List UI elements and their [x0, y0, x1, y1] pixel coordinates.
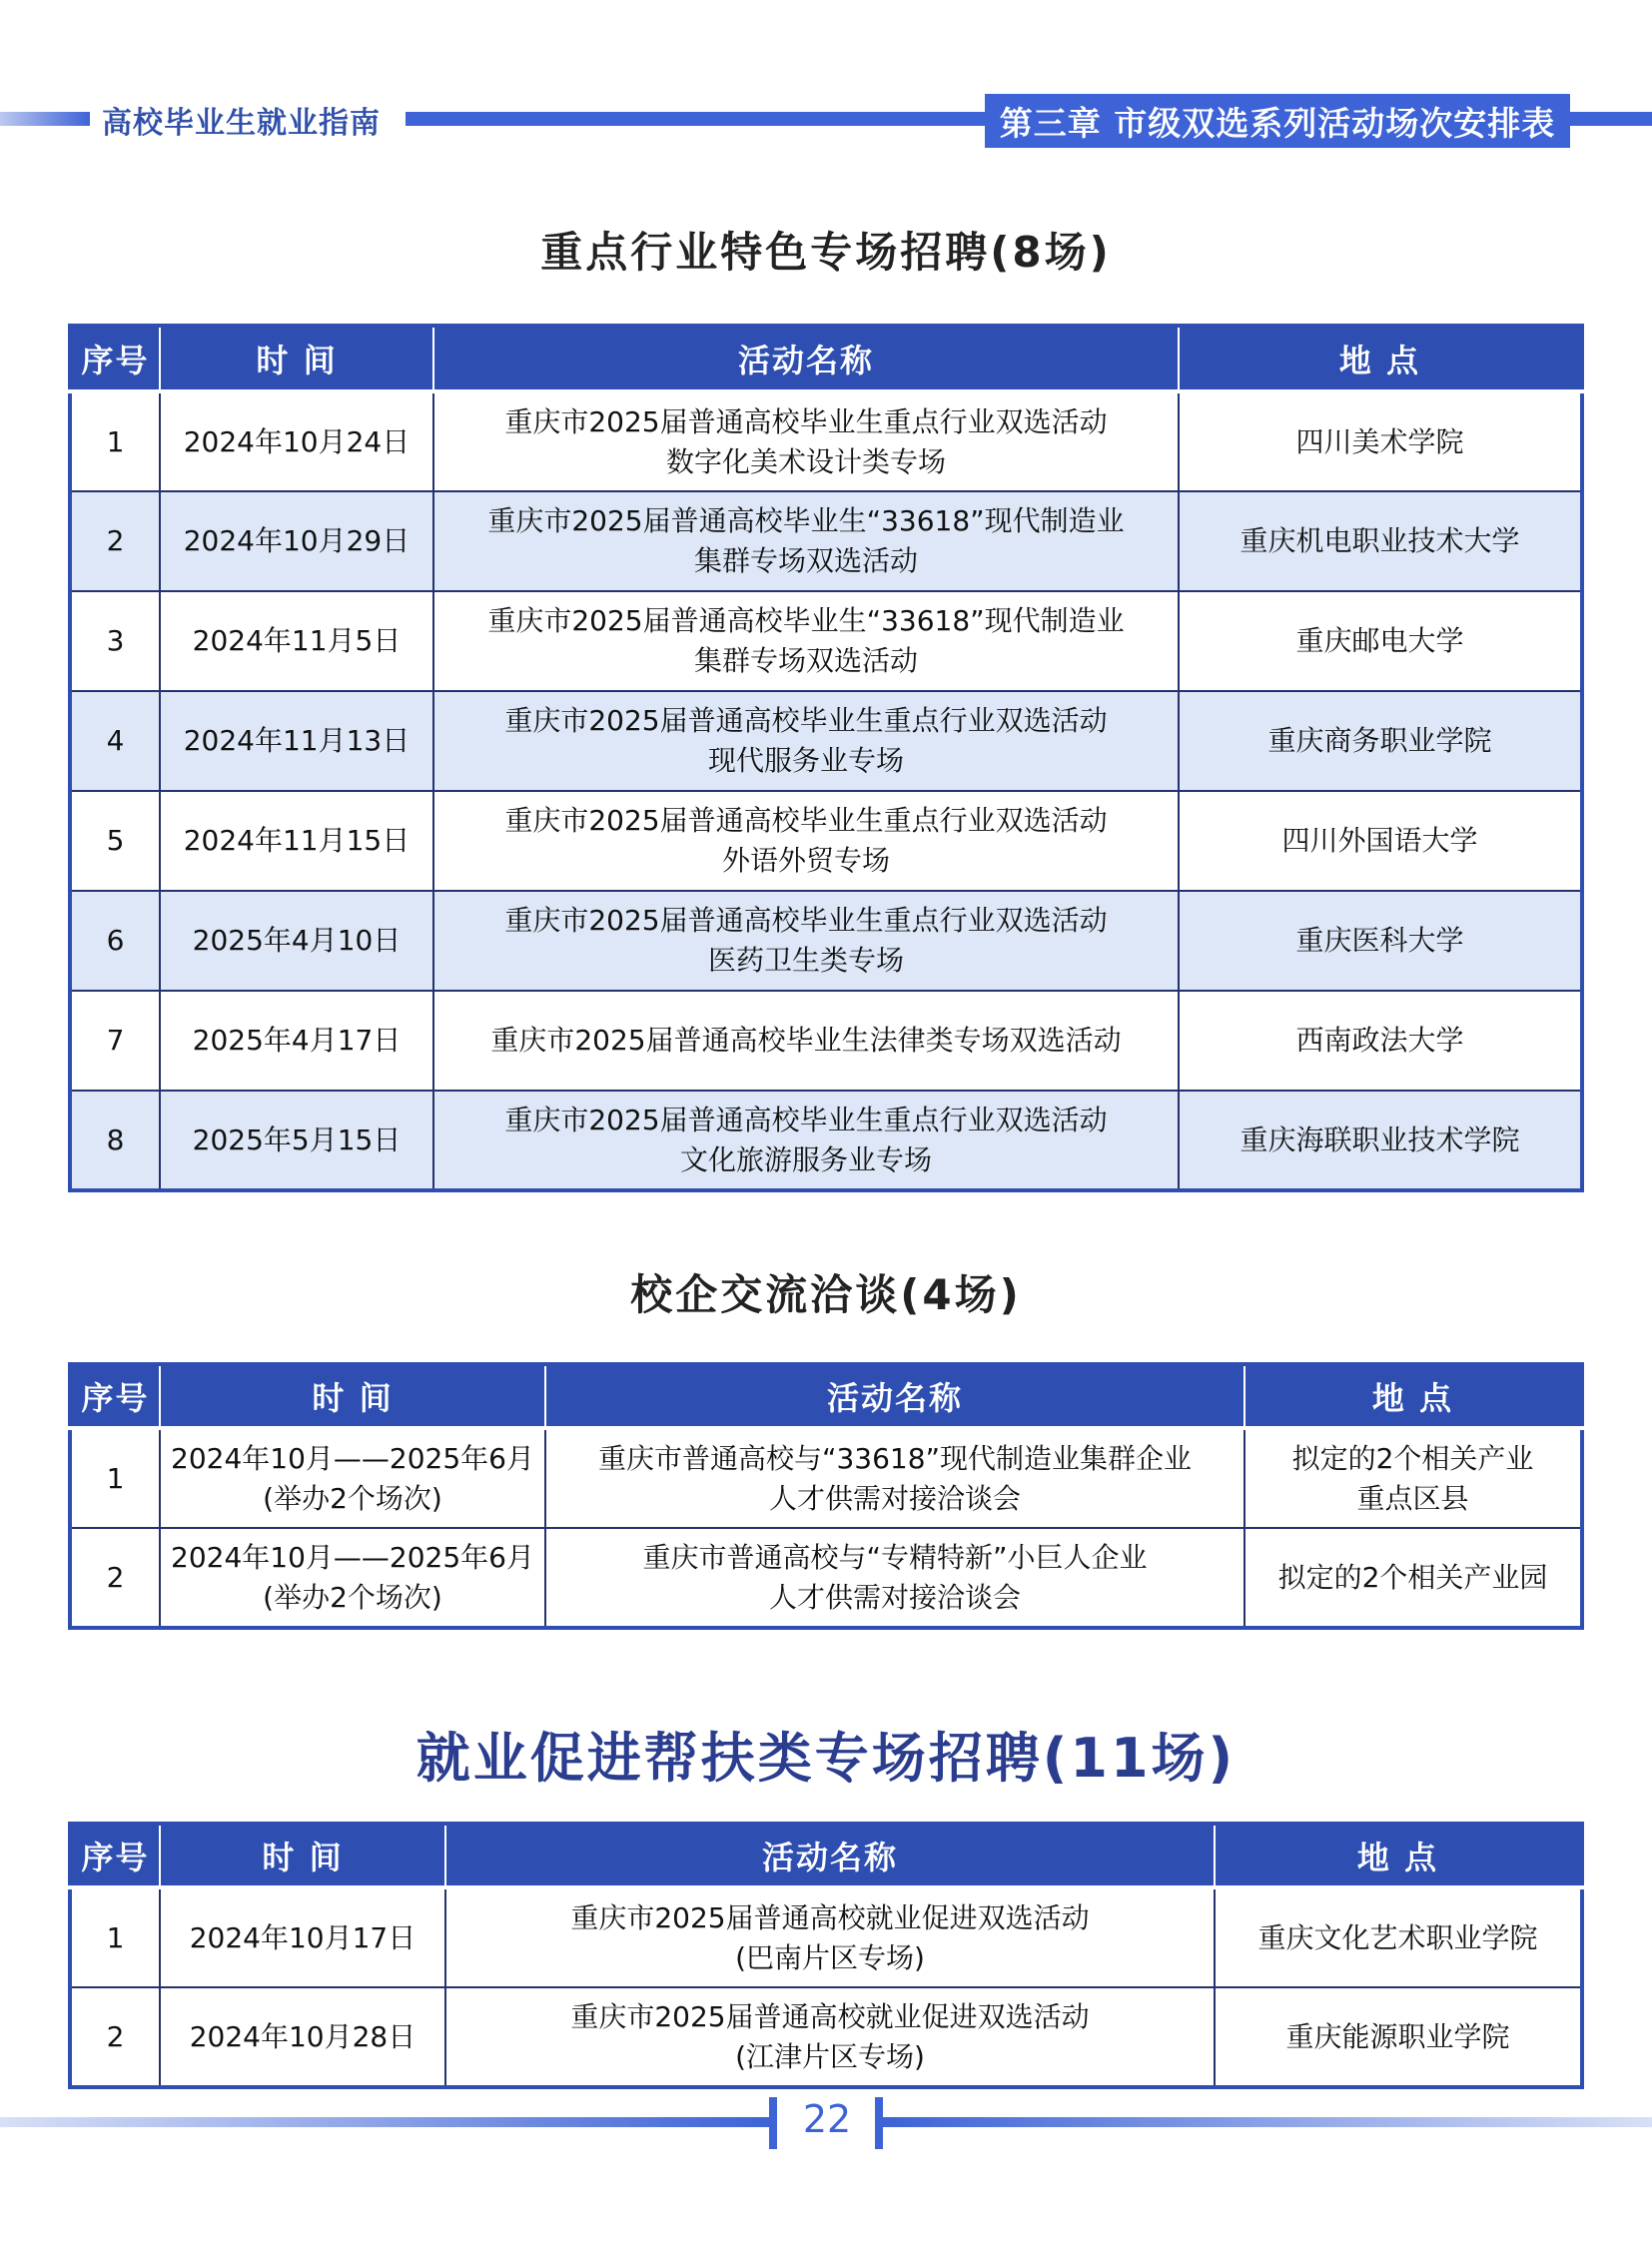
header-name: 活动名称 — [445, 1824, 1215, 1887]
row-seq: 2 — [70, 491, 160, 591]
row-name — [433, 791, 1179, 891]
chapter-title: 第三章 市级双选系列活动场次安排表 — [985, 94, 1570, 148]
row-seq: 2 — [70, 1528, 160, 1628]
row-name-line2: 现代服务业专场 — [707, 744, 904, 777]
row-name — [445, 1987, 1215, 2087]
row-time-line2: (举办2个场次) — [263, 1481, 442, 1515]
row-time: 2024年10月17日 — [160, 1887, 445, 1987]
footer-right-bar — [875, 2097, 883, 2149]
row-name — [545, 1428, 1244, 1528]
row-time — [160, 1528, 545, 1628]
row-name-line2: 集群专场双选活动 — [693, 544, 918, 577]
row-name-line1: 重庆市2025届普通高校毕业生重点行业双选活动 — [504, 1103, 1108, 1136]
table-row — [70, 991, 1582, 1091]
table-row — [70, 691, 1582, 791]
row-time-line1: 2024年10月——2025年6月 — [171, 1441, 534, 1475]
row-seq: 4 — [70, 691, 160, 791]
header-place: 地 点 — [1244, 1364, 1582, 1428]
row-time: 2024年10月29日 — [160, 491, 433, 591]
row-time: 2025年4月10日 — [160, 891, 433, 991]
row-place: 四川美术学院 — [1179, 391, 1582, 491]
header-name: 活动名称 — [433, 326, 1179, 391]
row-name — [445, 1887, 1215, 1987]
footer-left-rule — [0, 2117, 769, 2127]
row-time: 2024年11月13日 — [160, 691, 433, 791]
section2-table — [68, 1362, 1584, 1630]
table-row — [70, 1987, 1582, 2087]
row-name — [433, 491, 1179, 591]
row-seq: 6 — [70, 891, 160, 991]
header-place: 地 点 — [1215, 1824, 1582, 1887]
row-place: 西南政法大学 — [1179, 991, 1582, 1091]
row-name-line1: 重庆市2025届普通高校毕业生重点行业双选活动 — [504, 404, 1108, 438]
row-seq: 3 — [70, 591, 160, 691]
row-name — [433, 991, 1179, 1091]
row-time — [160, 1428, 545, 1528]
row-name-line2: 人才供需对接洽谈会 — [768, 1481, 1021, 1515]
row-name-line1: 重庆市2025届普通高校毕业生重点行业双选活动 — [504, 704, 1108, 737]
row-name-line2: (江津片区专场) — [735, 2039, 925, 2073]
row-name-line2: 数字化美术设计类专场 — [665, 444, 946, 478]
header-time: 时 间 — [160, 326, 433, 391]
row-place: 四川外国语大学 — [1179, 791, 1582, 891]
guide-title: 高校毕业生就业指南 — [102, 106, 381, 141]
row-name — [545, 1528, 1244, 1628]
header-middle-rule — [406, 112, 985, 126]
row-place: 重庆能源职业学院 — [1215, 1987, 1582, 2087]
row-name-line1: 重庆市2025届普通高校就业促进双选活动 — [570, 1900, 1090, 1934]
row-name-line1: 重庆市2025届普通高校毕业生重点行业双选活动 — [504, 804, 1108, 837]
row-name-line1: 重庆市2025届普通高校就业促进双选活动 — [570, 1999, 1090, 2033]
row-name-line2: 医药卫生类专场 — [707, 944, 904, 977]
row-name-line1: 重庆市2025届普通高校毕业生法律类专场双选活动 — [490, 1024, 1122, 1057]
row-place-line1: 拟定的2个相关产业 — [1291, 1441, 1534, 1475]
section2-title: 校企交流洽谈(4场) — [630, 1270, 1022, 1319]
table-row — [70, 1528, 1582, 1628]
footer-right-rule — [883, 2117, 1652, 2127]
row-place — [1244, 1428, 1582, 1528]
row-name-line1: 重庆市普通高校与“33618”现代制造业集群企业 — [597, 1441, 1193, 1475]
row-place-line2: 重点区县 — [1356, 1481, 1469, 1515]
row-name — [433, 1091, 1179, 1190]
row-time: 2024年10月24日 — [160, 391, 433, 491]
row-name-line2: 集群专场双选活动 — [693, 644, 918, 677]
row-name-line2: 外语外贸专场 — [721, 844, 890, 877]
header-seq: 序号 — [70, 326, 160, 391]
table-header-row — [70, 1824, 1582, 1887]
section3-table — [68, 1822, 1584, 2089]
table-row — [70, 391, 1582, 491]
row-seq: 8 — [70, 1091, 160, 1190]
table-header-row — [70, 1364, 1582, 1428]
table-row — [70, 891, 1582, 991]
row-place — [1244, 1528, 1582, 1628]
row-place-line1: 拟定的2个相关产业园 — [1277, 1560, 1548, 1594]
row-time: 2024年11月5日 — [160, 591, 433, 691]
section1-title: 重点行业特色专场招聘(8场) — [540, 228, 1112, 277]
row-place: 重庆海联职业技术学院 — [1179, 1091, 1582, 1190]
row-seq: 2 — [70, 1987, 160, 2087]
row-place: 重庆商务职业学院 — [1179, 691, 1582, 791]
row-time-line2: (举办2个场次) — [263, 1580, 442, 1614]
header-time: 时 间 — [160, 1824, 445, 1887]
row-name-line1: 重庆市普通高校与“专精特新”小巨人企业 — [642, 1540, 1148, 1574]
header-right-rule — [1570, 112, 1652, 126]
row-seq: 1 — [70, 391, 160, 491]
row-name — [433, 691, 1179, 791]
table-row — [70, 1091, 1582, 1190]
row-seq: 5 — [70, 791, 160, 891]
row-time: 2025年5月15日 — [160, 1091, 433, 1190]
row-name-line2: 文化旅游服务业专场 — [679, 1142, 932, 1176]
row-name — [433, 591, 1179, 691]
row-time: 2024年11月15日 — [160, 791, 433, 891]
table-header-row — [70, 326, 1582, 391]
row-time-line1: 2024年10月——2025年6月 — [171, 1540, 534, 1574]
row-place: 重庆邮电大学 — [1179, 591, 1582, 691]
header-seq: 序号 — [70, 1824, 160, 1887]
header-name: 活动名称 — [545, 1364, 1244, 1428]
row-time: 2025年4月17日 — [160, 991, 433, 1091]
section1-table — [68, 324, 1584, 1192]
row-name-line1: 重庆市2025届普通高校毕业生“33618”现代制造业 — [487, 604, 1125, 637]
row-time: 2024年10月28日 — [160, 1987, 445, 2087]
row-place: 重庆文化艺术职业学院 — [1215, 1887, 1582, 1987]
row-place: 重庆医科大学 — [1179, 891, 1582, 991]
row-name — [433, 891, 1179, 991]
row-seq: 1 — [70, 1887, 160, 1987]
header-time: 时 间 — [160, 1364, 545, 1428]
header-place: 地 点 — [1179, 326, 1582, 391]
table-row — [70, 791, 1582, 891]
header-left-rule — [0, 112, 90, 126]
row-name-line2: 人才供需对接洽谈会 — [768, 1580, 1021, 1614]
table-row — [70, 1887, 1582, 1987]
row-name-line1: 重庆市2025届普通高校毕业生“33618”现代制造业 — [487, 504, 1125, 537]
table-row — [70, 1428, 1582, 1528]
row-seq: 7 — [70, 991, 160, 1091]
row-name — [433, 391, 1179, 491]
table-row — [70, 491, 1582, 591]
page-number: 22 — [802, 2097, 852, 2141]
row-name-line2: (巴南片区专场) — [735, 1940, 925, 1974]
table-row — [70, 591, 1582, 691]
row-seq: 1 — [70, 1428, 160, 1528]
section3-title: 就业促进帮扶类专场招聘(11场) — [415, 1727, 1237, 1790]
row-place: 重庆机电职业技术大学 — [1179, 491, 1582, 591]
footer-left-bar — [769, 2097, 777, 2149]
header-seq: 序号 — [70, 1364, 160, 1428]
row-name-line1: 重庆市2025届普通高校毕业生重点行业双选活动 — [504, 904, 1108, 937]
